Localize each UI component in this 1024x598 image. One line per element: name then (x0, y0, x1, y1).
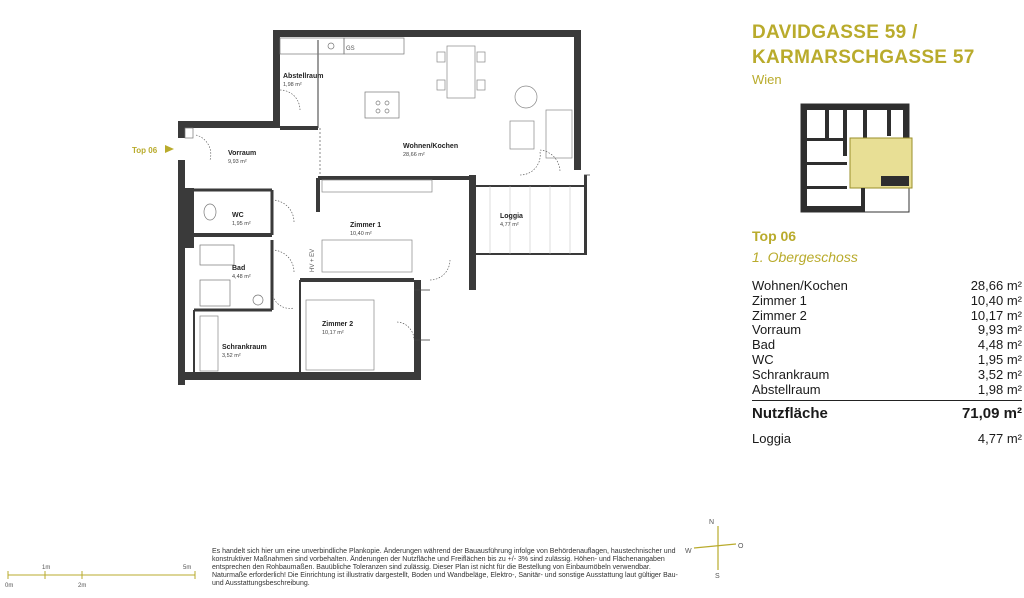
scale-label-1: 1m (42, 565, 51, 571)
area-name: Zimmer 1 (752, 292, 807, 308)
area-row (752, 353, 1022, 368)
title-line-1: DAVIDGASSE 59 / (752, 22, 918, 43)
loggia-tiles (490, 186, 570, 254)
room-wc-name: WC (232, 212, 244, 219)
area-value: 1,95 m² (977, 351, 1022, 367)
scale-label-5: 5m (183, 565, 192, 571)
scale-label-0: 0m (5, 583, 14, 589)
compass-s: S (715, 573, 720, 580)
city-label: Wien (752, 72, 782, 87)
gs-label: GS (346, 46, 355, 52)
room-zimmer2-area: 10,17 m² (322, 330, 344, 336)
total-separator (752, 400, 1022, 401)
area-row (752, 368, 1022, 383)
room-schrankraum-name: Schrankraum (222, 344, 267, 351)
area-name: Schrankraum (752, 366, 830, 382)
unit-top-label: Top 06 (752, 228, 797, 244)
area-table (752, 279, 1022, 397)
area-value: 28,66 m² (970, 278, 1022, 293)
scale-bar (0, 560, 200, 590)
dining-table (437, 46, 572, 158)
area-name: Zimmer 2 (752, 307, 807, 323)
compass-w: W (685, 548, 692, 555)
area-value: 4,48 m² (977, 337, 1022, 353)
area-name: Abstellraum (752, 381, 821, 397)
room-loggia-name: Loggia (500, 213, 523, 220)
room-zimmer1-area: 10,40 m² (350, 231, 372, 237)
area-name: Bad (752, 337, 776, 353)
total-row (752, 405, 1022, 422)
compass-n: N (709, 519, 715, 526)
area-value: 10,40 m² (970, 292, 1022, 308)
key-plan (795, 100, 915, 216)
room-wohnen-area: 28,66 m² (403, 152, 425, 158)
room-bad-name: Bad (232, 265, 246, 272)
room-loggia-area: 4,77 m² (500, 222, 519, 228)
loggia-row (752, 431, 1022, 446)
title-line-2: KARMARSCHGASSE 57 (752, 47, 975, 68)
room-wohnen-name: Wohnen/Kochen (403, 143, 459, 150)
area-row (752, 309, 1022, 324)
unit-floor-label: 1. Obergeschoss (752, 249, 858, 265)
loggia-label: Loggia (752, 431, 792, 446)
room-wc-area: 1,95 m² (232, 221, 251, 227)
compass-o: O (738, 543, 744, 550)
windows (414, 175, 590, 340)
inner-walls (194, 40, 584, 372)
loggia-value: 4,77 m² (977, 431, 1022, 446)
room-bad-area: 4,48 m² (232, 274, 251, 280)
hv-ev-label: HV + EV (310, 248, 316, 272)
area-name: Vorraum (752, 322, 802, 338)
area-value: 1,98 m² (977, 381, 1022, 397)
area-row (752, 294, 1022, 309)
total-label: Nutzfläche (752, 405, 828, 422)
room-abstellraum-area: 1,98 m² (283, 82, 302, 88)
area-row (752, 383, 1022, 398)
room-zimmer1-name: Zimmer 1 (350, 222, 382, 229)
entrance-arrow-icon (165, 145, 174, 153)
room-vorraum-area: 9,93 m² (228, 159, 247, 165)
area-row (752, 338, 1022, 353)
room-abstellraum-name: Abstellraum (283, 73, 324, 80)
area-row (752, 323, 1022, 338)
area-row (752, 279, 1022, 294)
area-value: 10,17 m² (970, 307, 1022, 323)
entrance-label: Top 06 (132, 146, 158, 155)
scale-label-2: 2m (78, 583, 87, 589)
outer-walls (178, 30, 587, 385)
total-value: 71,09 m² (961, 405, 1022, 422)
room-zimmer2-name: Zimmer 2 (322, 321, 354, 328)
disclaimer-text: Es handelt sich hier um eine unverbindliche Plankopie. Änderungen während der Bauausführung infolge von Behördenauflagen, haustechnischer und konstruktiver Maßnahmen sind vorbehalten. Änderungen der Nutzfläche und Freiflächen bis zu +/- 3% sind zulässig. Höhen- und Flächenangaben entsprechen den Rohbaumaßen. Bauübliche Toleranzen sind zulässig. Dieser Plan ist nicht für die Bestellung von Einbaumöbeln verwendbar. Naturmaße erforderlich! Die Einrichtung ist illustrativ dargestellt, Boden und Wandbeläge, Elektro-, Sanitär- und sonstige Ausstattung laut gültiger Bau- und Ausstattungsbeschreibung. (212, 548, 678, 588)
room-vorraum-name: Vorraum (228, 150, 257, 157)
area-name: Wohnen/Kochen (752, 278, 848, 293)
area-value: 3,52 m² (977, 366, 1022, 382)
area-value: 9,93 m² (977, 322, 1022, 338)
area-name: WC (752, 351, 774, 367)
room-schrankraum-area: 3,52 m² (222, 353, 241, 359)
compass-icon (684, 514, 748, 580)
